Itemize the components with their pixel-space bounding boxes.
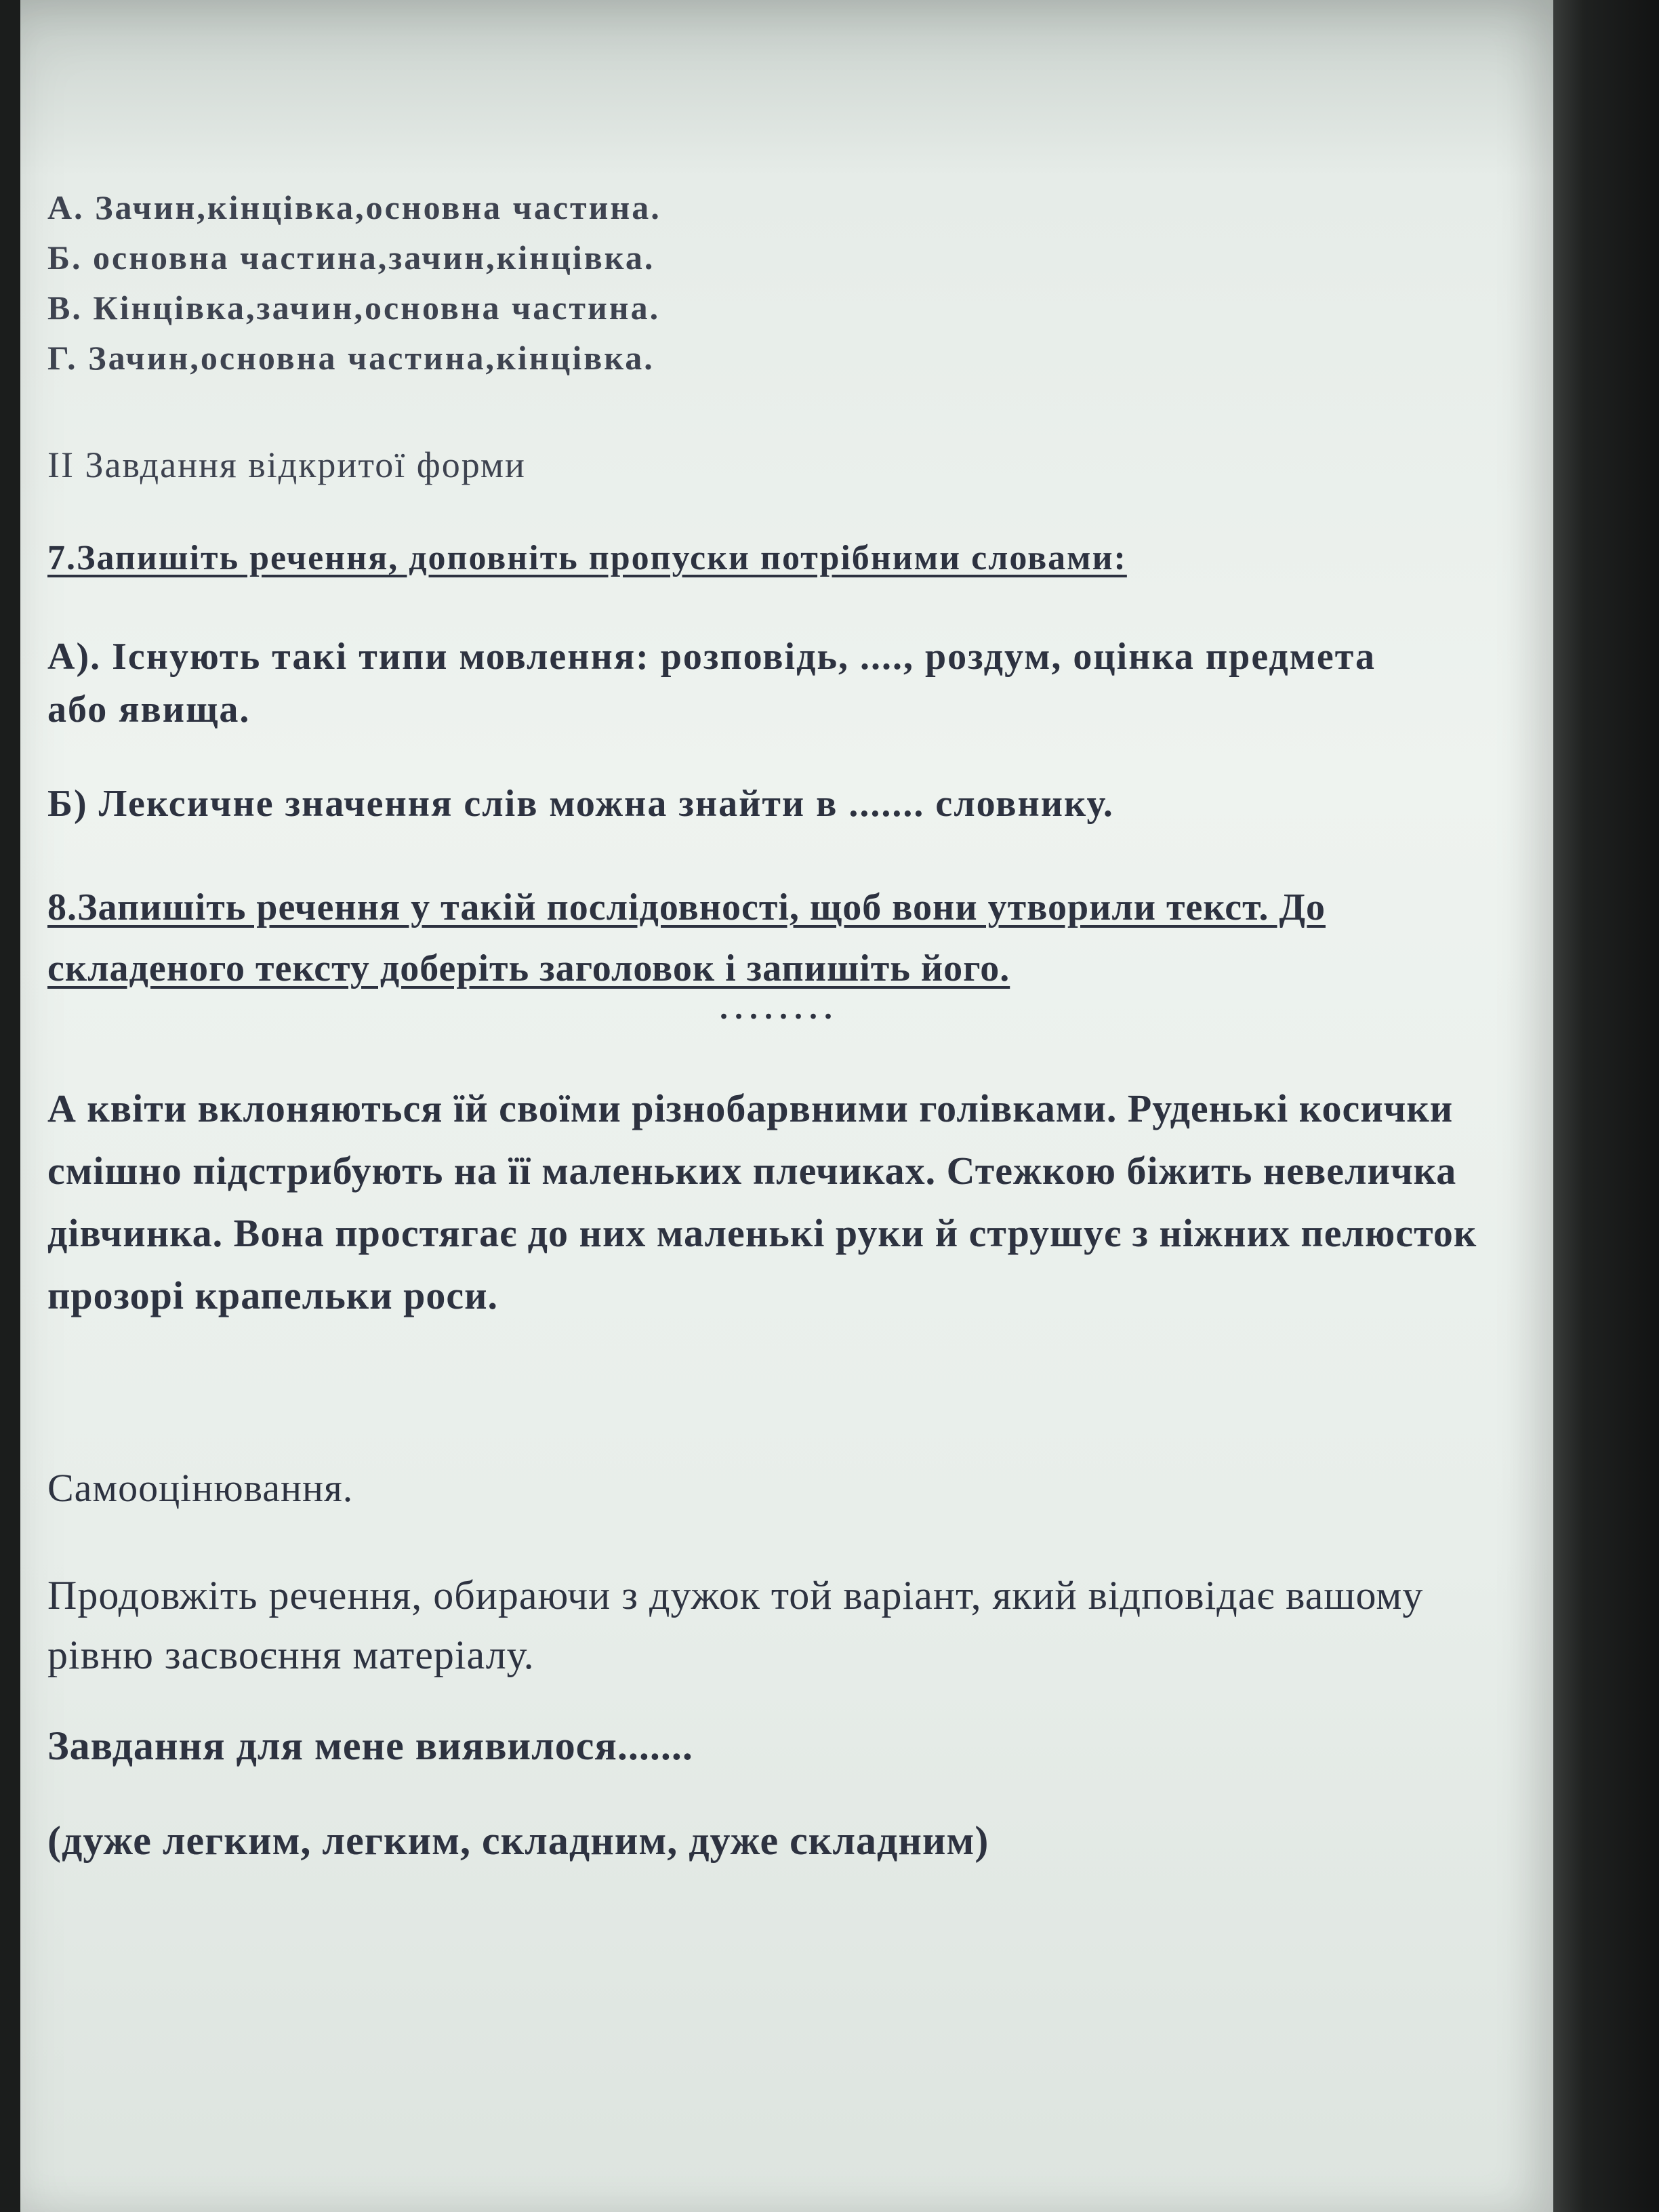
option-a: А. Зачин,кінцівка,основна частина. bbox=[47, 188, 661, 226]
task7-item-b: Б) Лексичне значення слів можна знайти в ....... словнику. bbox=[47, 783, 1114, 825]
task7-item-a: А). Існують такі типи мовлення: розповідь, ...., роздум, оцінка предмета або явища. bbox=[47, 636, 1376, 731]
device-bezel bbox=[1552, 0, 1659, 2212]
self-assessment-choices: (дуже легким, легким, складним, дуже складним) bbox=[47, 1818, 989, 1863]
option-b: Б. основна частина,зачин,кінцівка. bbox=[47, 239, 655, 276]
self-assessment-prompt: Завдання для мене виявилося....... bbox=[47, 1723, 693, 1768]
task8-title: 8.Запишіть речення у такій послідовності, щоб вони утворили текст. До складеного тексту доберіть заголовок і запишіть його. bbox=[47, 886, 1326, 989]
screen bbox=[20, 0, 1553, 2212]
task8-text: А квіти вклоняються їй своїми різнобарвними голівками. Руденькі косички смішно підстрибують на її маленьких плечиках. Стежкою біжить невеличка дівчинка. Вона простягає до них маленькі руки й струшує з ніжних пелюсток прозорі крапельки роси. bbox=[47, 1086, 1477, 1317]
self-assessment-title: Самооцінювання. bbox=[47, 1466, 354, 1510]
option-c: В. Кінцівка,зачин,основна частина. bbox=[47, 289, 661, 327]
self-assessment-instruction: Продовжіть речення, обираючи з дужок той варіант, який відповідає вашому рівню засвоєння матеріалу. bbox=[47, 1573, 1424, 1677]
title-placeholder-dots: ........ bbox=[720, 990, 839, 1026]
option-d: Г. Зачин,основна частина,кінцівка. bbox=[47, 339, 655, 377]
task7-title: 7.Запишіть речення, доповніть пропуски потрібними словами: bbox=[47, 539, 1127, 577]
section-heading: ІІ Завдання відкритої форми bbox=[47, 445, 526, 485]
